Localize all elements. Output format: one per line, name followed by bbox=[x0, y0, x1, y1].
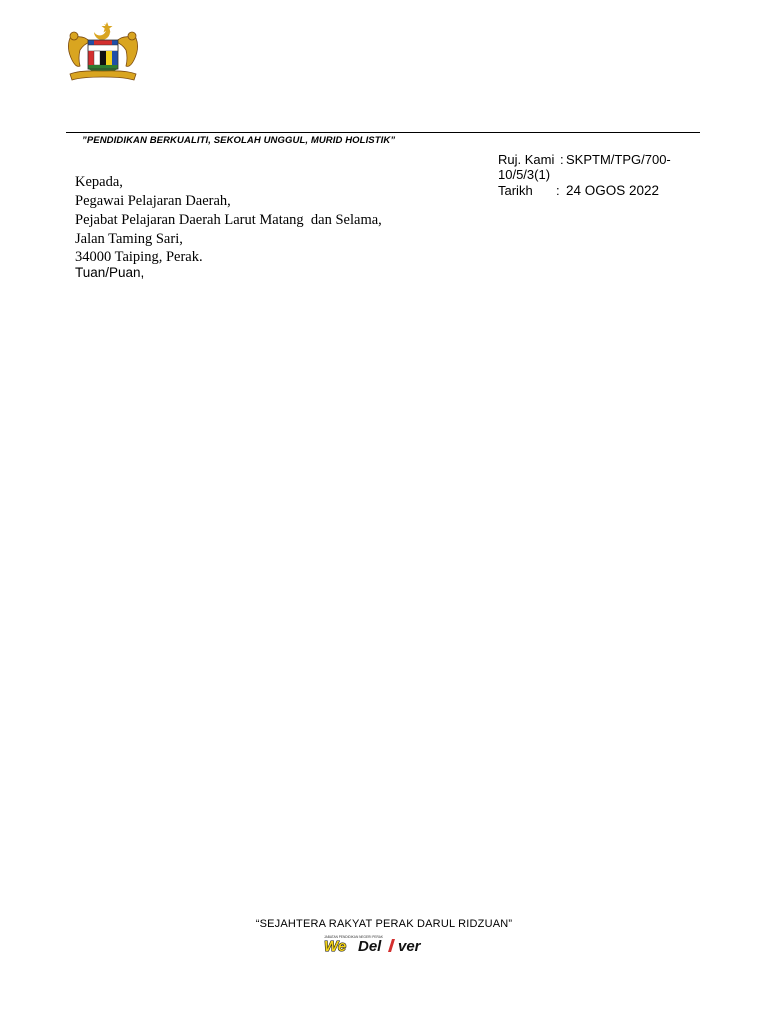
date-colon: : bbox=[556, 183, 560, 198]
reference-value-line2: 10/5/3(1) bbox=[498, 167, 551, 182]
recipient-line: 34000 Taiping, Perak. bbox=[75, 249, 203, 265]
svg-text:JABATAN PENDIDIKAN NEGERI PERA: JABATAN PENDIDIKAN NEGERI PERAK bbox=[324, 935, 384, 939]
greeting: Tuan/Puan, bbox=[75, 265, 145, 280]
header-motto: ”PENDIDIKAN BERKUALITI, SEKOLAH UNGGUL, MURID HOLISTIK” bbox=[82, 135, 396, 146]
coat-of-arms-logo bbox=[62, 20, 144, 88]
recipient-line: Pegawai Pelajaran Daerah, bbox=[75, 193, 231, 209]
recipient-line: Jalan Taming Sari, bbox=[75, 231, 183, 247]
we-deliver-logo bbox=[322, 932, 446, 954]
recipient-line: Pejabat Pelajaran Daerah Larut Matang dan Selama, bbox=[75, 212, 382, 228]
svg-text:We: We bbox=[324, 938, 347, 954]
date-value: 24 OGOS 2022 bbox=[566, 183, 660, 198]
date-label: Tarikh bbox=[498, 183, 533, 198]
footer-motto: “SEJAHTERA RAKYAT PERAK DARUL RIDZUAN” bbox=[255, 918, 513, 930]
svg-text:Del: Del bbox=[358, 938, 382, 954]
reference-colon: : bbox=[560, 152, 564, 167]
reference-label: Ruj. Kami bbox=[498, 152, 555, 167]
recipient-to: Kepada, bbox=[75, 174, 123, 190]
svg-text:ver: ver bbox=[398, 938, 421, 954]
reference-value-line1: SKPTM/TPG/700- bbox=[566, 152, 671, 167]
header-divider bbox=[66, 132, 700, 133]
